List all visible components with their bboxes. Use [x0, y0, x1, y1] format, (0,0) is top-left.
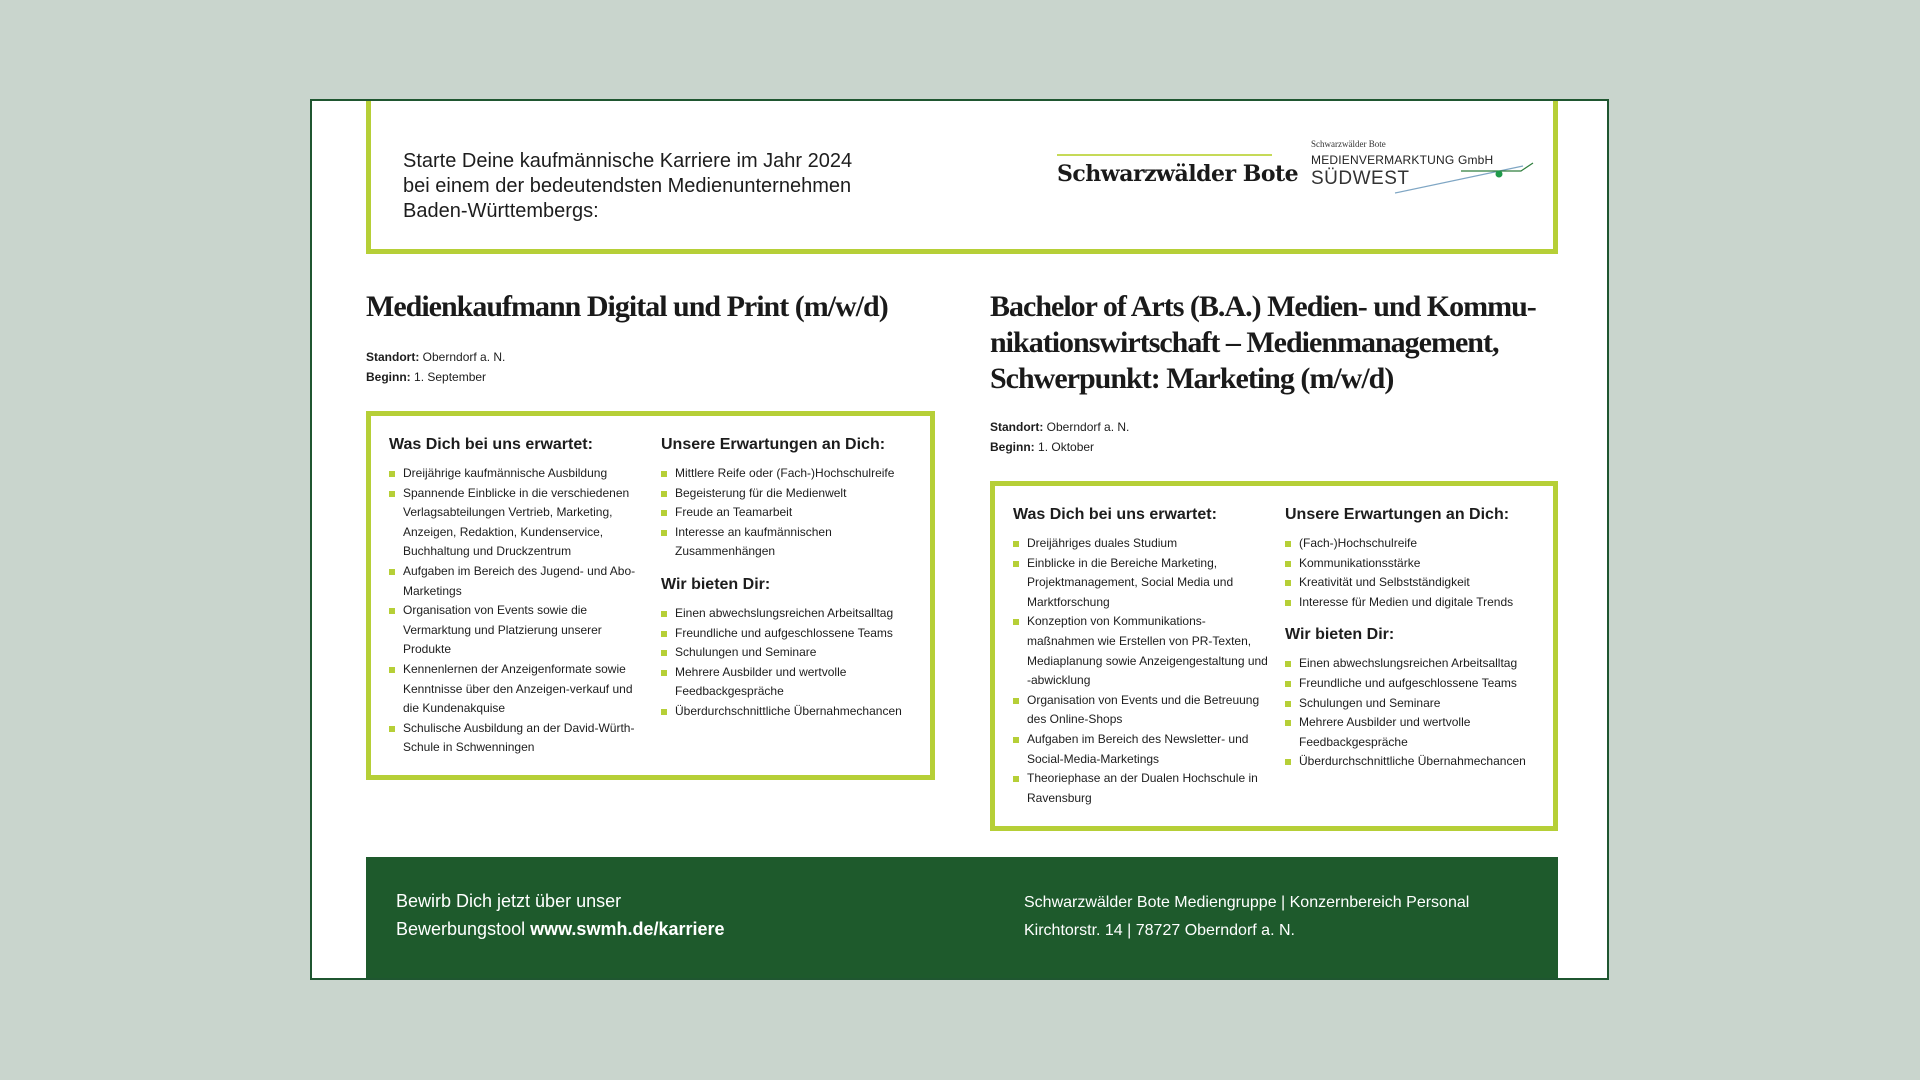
- list-item: Einen abwechslungsreichen Arbeitsalltag: [1285, 654, 1545, 674]
- job2-erwartet-list: [1013, 534, 1269, 808]
- section-heading: Was Dich bei uns erwartet:: [389, 436, 593, 453]
- intro-line: bei einem der bedeutendsten Medienunternehmen: [403, 175, 852, 197]
- list-item: Freundliche und aufgeschlossene Teams: [661, 624, 911, 644]
- list-item: Dreijähriges duales Studium: [1013, 534, 1269, 554]
- list-item: Spannende Einblicke in die verschiedenen Verlagsabteilungen Vertrieb, Marketing, Anzeigen, Redaktion, Kundenservice, Buchhaltung und Druckzentrum: [389, 484, 639, 562]
- job-advertisement: [310, 99, 1609, 980]
- section-heading: Was Dich bei uns erwartet:: [1013, 506, 1217, 523]
- list-item: Kennenlernen der Anzeigenformate sowie Kenntnisse über den Anzeigen-verkauf und die Kundenakquise: [389, 660, 639, 719]
- job2-col-right: [1285, 506, 1545, 786]
- beginn-value: 1. September: [414, 370, 487, 384]
- career-url-link[interactable]: www.swmh.de/karriere: [530, 919, 725, 939]
- company-street: Kirchtorstr. 14 | 78727 Oberndorf a. N.: [1024, 922, 1295, 939]
- list-item: (Fach-)Hochschulreife: [1285, 534, 1545, 554]
- logo-small-text: Schwarzwälder Bote: [1311, 139, 1386, 149]
- beginn-value: 1. Oktober: [1038, 440, 1095, 454]
- standort-value: Oberndorf a. N.: [422, 350, 506, 364]
- logo-south-text: SÜDWEST: [1311, 168, 1410, 189]
- header-box: [366, 101, 1558, 254]
- footer-bar: [366, 857, 1558, 980]
- list-item: Konzeption von Kommunikations-maßnahmen wie Erstellen von PR-Texten, Mediaplanung sowie Anzeigengestaltung und -abwicklung: [1013, 612, 1269, 690]
- list-item: Aufgaben im Bereich des Newsletter- und Social-Media-Marketings: [1013, 730, 1269, 769]
- job1-erwartet-list: [389, 464, 639, 758]
- medienvermarktung-suedwest-logo: [1311, 139, 1541, 195]
- section-heading: Wir bieten Dir:: [1285, 626, 1395, 644]
- list-item: Organisation von Events und die Betreuung des Online-Shops: [1013, 691, 1269, 730]
- apply-prefix: Bewerbungstool: [396, 919, 531, 939]
- list-item: Mittlere Reife oder (Fach-)Hochschulreife: [661, 464, 911, 484]
- job1-col-left: [389, 436, 639, 772]
- list-item: Einen abwechslungsreichen Arbeitsalltag: [661, 604, 911, 624]
- beginn-label: Beginn:: [990, 440, 1035, 454]
- section-heading: Unsere Erwartungen an Dich:: [1285, 506, 1510, 523]
- list-item: Mehrere Ausbilder und wertvolle Feedbackgespräche: [661, 663, 911, 702]
- job2-meta: [990, 417, 1129, 457]
- schwarzwaelder-bote-logo: Schwarzwälder Bote: [1057, 154, 1272, 187]
- list-item: Organisation von Events sowie die Vermarktung und Platzierung unserer Produkte: [389, 601, 639, 660]
- intro-line: Starte Deine kaufmännische Karriere im Jahr 2024: [403, 150, 853, 172]
- company-name: Schwarzwälder Bote Mediengruppe | Konzernbereich Personal: [1024, 894, 1470, 911]
- job2-title-line: Schwerpunkt: Marketing (m/w/d): [990, 362, 1394, 395]
- job2-erwartungen-list: [1285, 534, 1545, 612]
- section-heading: Wir bieten Dir:: [661, 575, 771, 593]
- job1-col-right: [661, 436, 911, 736]
- job2-bieten-list: [1285, 654, 1545, 772]
- list-item: Mehrere Ausbilder und wertvolle Feedbackgespräche: [1285, 713, 1545, 752]
- job1-erwartungen-list: [661, 464, 911, 562]
- job1-meta: [366, 347, 505, 387]
- logo-main-text: MEDIENVERMARKTUNG GmbH: [1311, 153, 1494, 167]
- section-heading: Unsere Erwartungen an Dich:: [661, 436, 886, 453]
- job1-bieten-list: [661, 604, 911, 722]
- apply-text: [396, 887, 725, 943]
- list-item: Begeisterung für die Medienwelt: [661, 484, 911, 504]
- beginn-label: Beginn:: [366, 370, 411, 384]
- job2-col-left: [1013, 506, 1269, 822]
- list-item: Schulungen und Seminare: [661, 643, 911, 663]
- job2-title-line: Bachelor of Arts (B.A.) Medien- und Kommu-: [990, 290, 1536, 323]
- list-item: Überdurchschnittliche Übernahmechancen: [661, 702, 911, 722]
- list-item: Kreativität und Selbstständigkeit: [1285, 573, 1545, 593]
- intro-line: Baden-Württembergs:: [403, 200, 599, 222]
- list-item: Kommunikationsstärke: [1285, 554, 1545, 574]
- company-address: [1024, 889, 1469, 945]
- job1-title: Medienkaufmann Digital und Print (m/w/d): [366, 290, 888, 323]
- apply-line: [396, 915, 725, 943]
- job2-title: [990, 289, 1536, 397]
- standort-label: Standort:: [366, 350, 420, 364]
- list-item: Schulungen und Seminare: [1285, 694, 1545, 714]
- list-item: Theoriephase an der Dualen Hochschule in Ravensburg: [1013, 769, 1269, 808]
- list-item: Interesse für Medien und digitale Trends: [1285, 593, 1545, 613]
- list-item: Freundliche und aufgeschlossene Teams: [1285, 674, 1545, 694]
- list-item: Freude an Teamarbeit: [661, 503, 911, 523]
- standort-label: Standort:: [990, 420, 1044, 434]
- list-item: Einblicke in die Bereiche Marketing, Projektmanagement, Social Media und Marktforschung: [1013, 554, 1269, 613]
- job2-title-line: nikationswirtschaft – Medienmanagement,: [990, 326, 1499, 359]
- job2-details-box: [990, 481, 1558, 831]
- list-item: Schulische Ausbildung an der David-Würth-Schule in Schwenningen: [389, 719, 639, 758]
- standort-value: Oberndorf a. N.: [1046, 420, 1130, 434]
- list-item: Interesse an kaufmännischen Zusammenhängen: [661, 523, 911, 562]
- list-item: Überdurchschnittliche Übernahmechancen: [1285, 752, 1545, 772]
- apply-line: Bewirb Dich jetzt über unser: [396, 891, 622, 911]
- list-item: Dreijährige kaufmännische Ausbildung: [389, 464, 639, 484]
- intro-text: [403, 149, 963, 224]
- job1-details-box: [366, 411, 935, 780]
- list-item: Aufgaben im Bereich des Jugend- und Abo-Marketings: [389, 562, 639, 601]
